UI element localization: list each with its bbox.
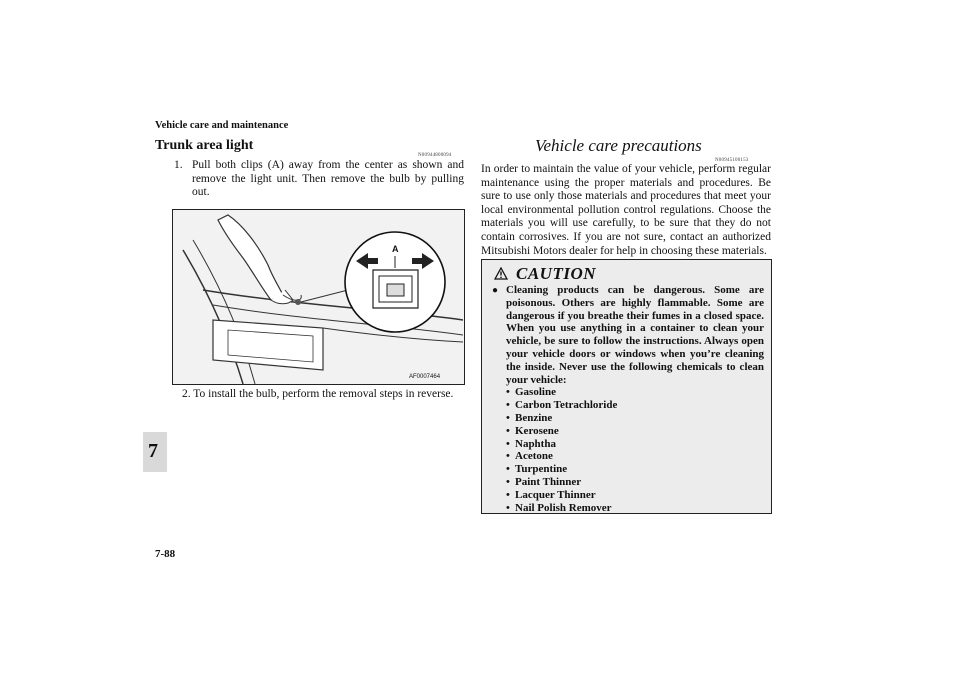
caution-bullet-icon: ● xyxy=(492,285,499,296)
trunk-light-illustration xyxy=(173,210,464,384)
section-header: Vehicle care and maintenance xyxy=(155,120,289,131)
warning-triangle-icon xyxy=(494,265,508,285)
list-item: • Kerosene xyxy=(506,425,764,438)
list-item: • Naphtha xyxy=(506,438,764,451)
vehicle-care-paragraph: In order to maintain the value of your vehicle, perform regular maintenance using the proper materials and procedures. Be sure to use only those materials and procedures that meet your local environmental pollution control regulations. Choose the materials you will use carefully, to be sure that they do not contain corrosives. If you are not sure, contact an authorized Mitsubishi Motors dealer for help in choosing these materials. xyxy=(481,163,771,257)
trunk-light-figure xyxy=(172,209,465,385)
section-number: 7 xyxy=(148,440,158,462)
step-2-text: To install the bulb, perform the removal steps in reverse. xyxy=(193,388,454,400)
caution-box xyxy=(481,259,772,514)
caution-body xyxy=(492,284,764,514)
trunk-light-title: Trunk area light xyxy=(155,138,254,153)
caution-heading-text: CAUTION xyxy=(516,264,597,283)
page-number: 7-88 xyxy=(155,548,176,560)
list-item: • Lacquer Thinner xyxy=(506,489,764,502)
list-item: • Turpentine xyxy=(506,463,764,476)
chemical-list xyxy=(506,386,764,514)
list-item: • Benzine xyxy=(506,412,764,425)
step-1-number: 1. xyxy=(174,159,183,171)
step-2 xyxy=(182,388,453,400)
step-1 xyxy=(174,159,464,200)
step-2-number: 2. xyxy=(182,388,191,400)
caution-heading xyxy=(494,264,596,285)
trunk-light-code: N00944800094 xyxy=(418,153,452,158)
list-item: • Gasoline xyxy=(506,386,764,399)
list-item: • Paint Thinner xyxy=(506,476,764,489)
figure-code: AF0007464 xyxy=(409,374,441,380)
list-item: • Carbon Tetrachloride xyxy=(506,399,764,412)
step-1-text: Pull both clips (A) away from the center as shown and remove the light unit. Then remove the bulb by pulling out. xyxy=(192,159,464,198)
vehicle-care-title: Vehicle care precautions xyxy=(535,136,702,155)
list-item: • Nail Polish Remover xyxy=(506,502,764,515)
clip-label: A xyxy=(392,244,399,254)
list-item: • Acetone xyxy=(506,450,764,463)
caution-text: Cleaning products can be dangerous. Some are poisonous. Others are highly flammable. Some are dangerous if you breathe their fumes in a closed space. When you use anything in a container to clean your vehicle, be sure to follow the instructions. Always open your vehicle doors or windows when you’re cleaning the inside. Never use the following chemicals to clean your vehicle: xyxy=(506,284,764,386)
vehicle-care-code: N00945100153 xyxy=(715,158,749,163)
